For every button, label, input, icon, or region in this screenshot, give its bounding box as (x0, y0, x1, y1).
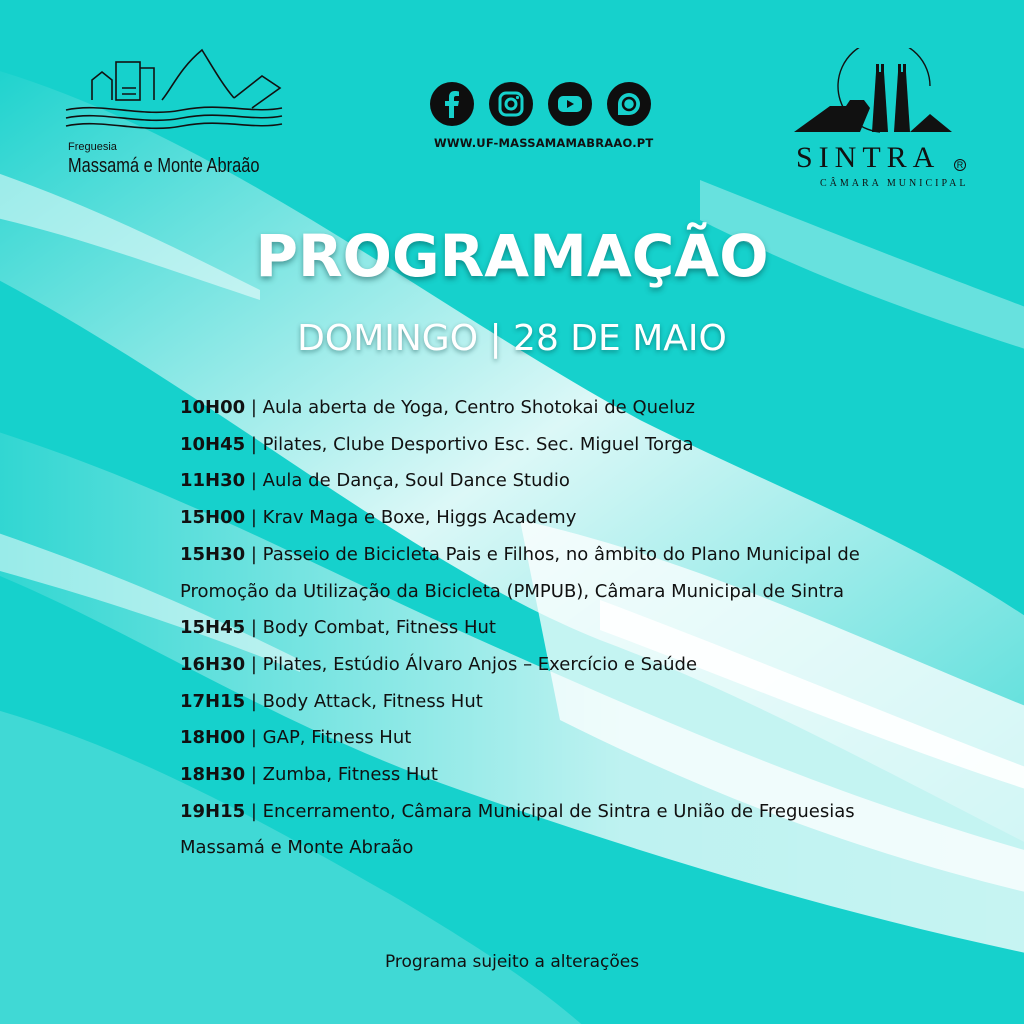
schedule-item (180, 390, 860, 427)
schedule-item (180, 757, 860, 794)
schedule-time: 18H00 (180, 727, 246, 749)
schedule-time: 15H30 (180, 543, 246, 565)
schedule-list (180, 390, 860, 867)
issuu-icon[interactable] (607, 82, 651, 126)
freguesia-emblem-icon (62, 48, 292, 140)
freguesia-small-label: Freguesia (68, 141, 117, 153)
schedule-description: | Pilates, Estúdio Álvaro Anjos – Exercício e Saúde (245, 653, 698, 675)
page-title: PROGRAMAÇÃO (255, 222, 769, 290)
schedule-time: 10H00 (180, 397, 246, 418)
instagram-icon[interactable] (489, 82, 533, 126)
youtube-icon[interactable] (548, 82, 592, 126)
footer-note: Programa sujeito a alterações (384, 952, 640, 972)
facebook-icon[interactable] (430, 82, 474, 126)
schedule-description: | Aula aberta de Yoga, Centro Shotokai de Queluz (245, 397, 695, 418)
schedule-time: 17H15 (180, 690, 246, 712)
schedule-description: | Zumba, Fitness Hut (245, 764, 438, 786)
schedule-time: 18H30 (180, 764, 246, 786)
schedule-item (180, 684, 860, 721)
schedule-time: 10H45 (180, 433, 246, 455)
schedule-description: | Passeio de Bicicleta Pais e Filhos, no âmbito do Plano Municipal de Promoção da Utilização da Bicicleta (PMPUB), Câmara Municipal de Sintra (180, 543, 860, 602)
schedule-item (180, 463, 860, 500)
sintra-logo (790, 48, 970, 198)
schedule-item (180, 537, 860, 610)
schedule-time: 15H45 (180, 617, 246, 639)
freguesia-name: Massamá e Monte Abraão (68, 155, 260, 177)
schedule-item (180, 794, 860, 867)
schedule-time: 15H00 (180, 507, 246, 529)
freguesia-logo (62, 48, 292, 188)
registered-mark: R (954, 159, 966, 171)
schedule-item (180, 500, 860, 537)
sintra-wordmark: SINTRA (796, 141, 941, 174)
schedule-description: | Pilates, Clube Desportivo Esc. Sec. Miguel Torga (245, 433, 694, 455)
schedule-time: 19H15 (180, 800, 246, 822)
schedule-description: | Krav Maga e Boxe, Higgs Academy (245, 507, 577, 529)
sintra-subtitle: CÂMARA MUNICIPAL (820, 178, 969, 189)
schedule-description: | Body Combat, Fitness Hut (245, 617, 496, 639)
schedule-item (180, 647, 860, 684)
schedule-description: | Encerramento, Câmara Municipal de Sintra e União de Freguesias Massamá e Monte Abraão (180, 800, 855, 859)
schedule-item (180, 610, 860, 647)
schedule-item (180, 427, 860, 464)
schedule-description: | GAP, Fitness Hut (245, 727, 412, 749)
schedule-description: | Aula de Dança, Soul Dance Studio (245, 470, 570, 492)
schedule-description: | Body Attack, Fitness Hut (245, 690, 483, 712)
schedule-time: 16H30 (180, 653, 246, 675)
schedule-time: 11H30 (180, 470, 246, 492)
website-link[interactable]: WWW.UF-MASSAMAMABRAAO.PT (434, 136, 654, 150)
schedule-item (180, 720, 860, 757)
social-icons (430, 82, 652, 128)
sintra-emblem-icon (790, 48, 970, 140)
page-subtitle: DOMINGO | 28 DE MAIO (297, 318, 727, 359)
